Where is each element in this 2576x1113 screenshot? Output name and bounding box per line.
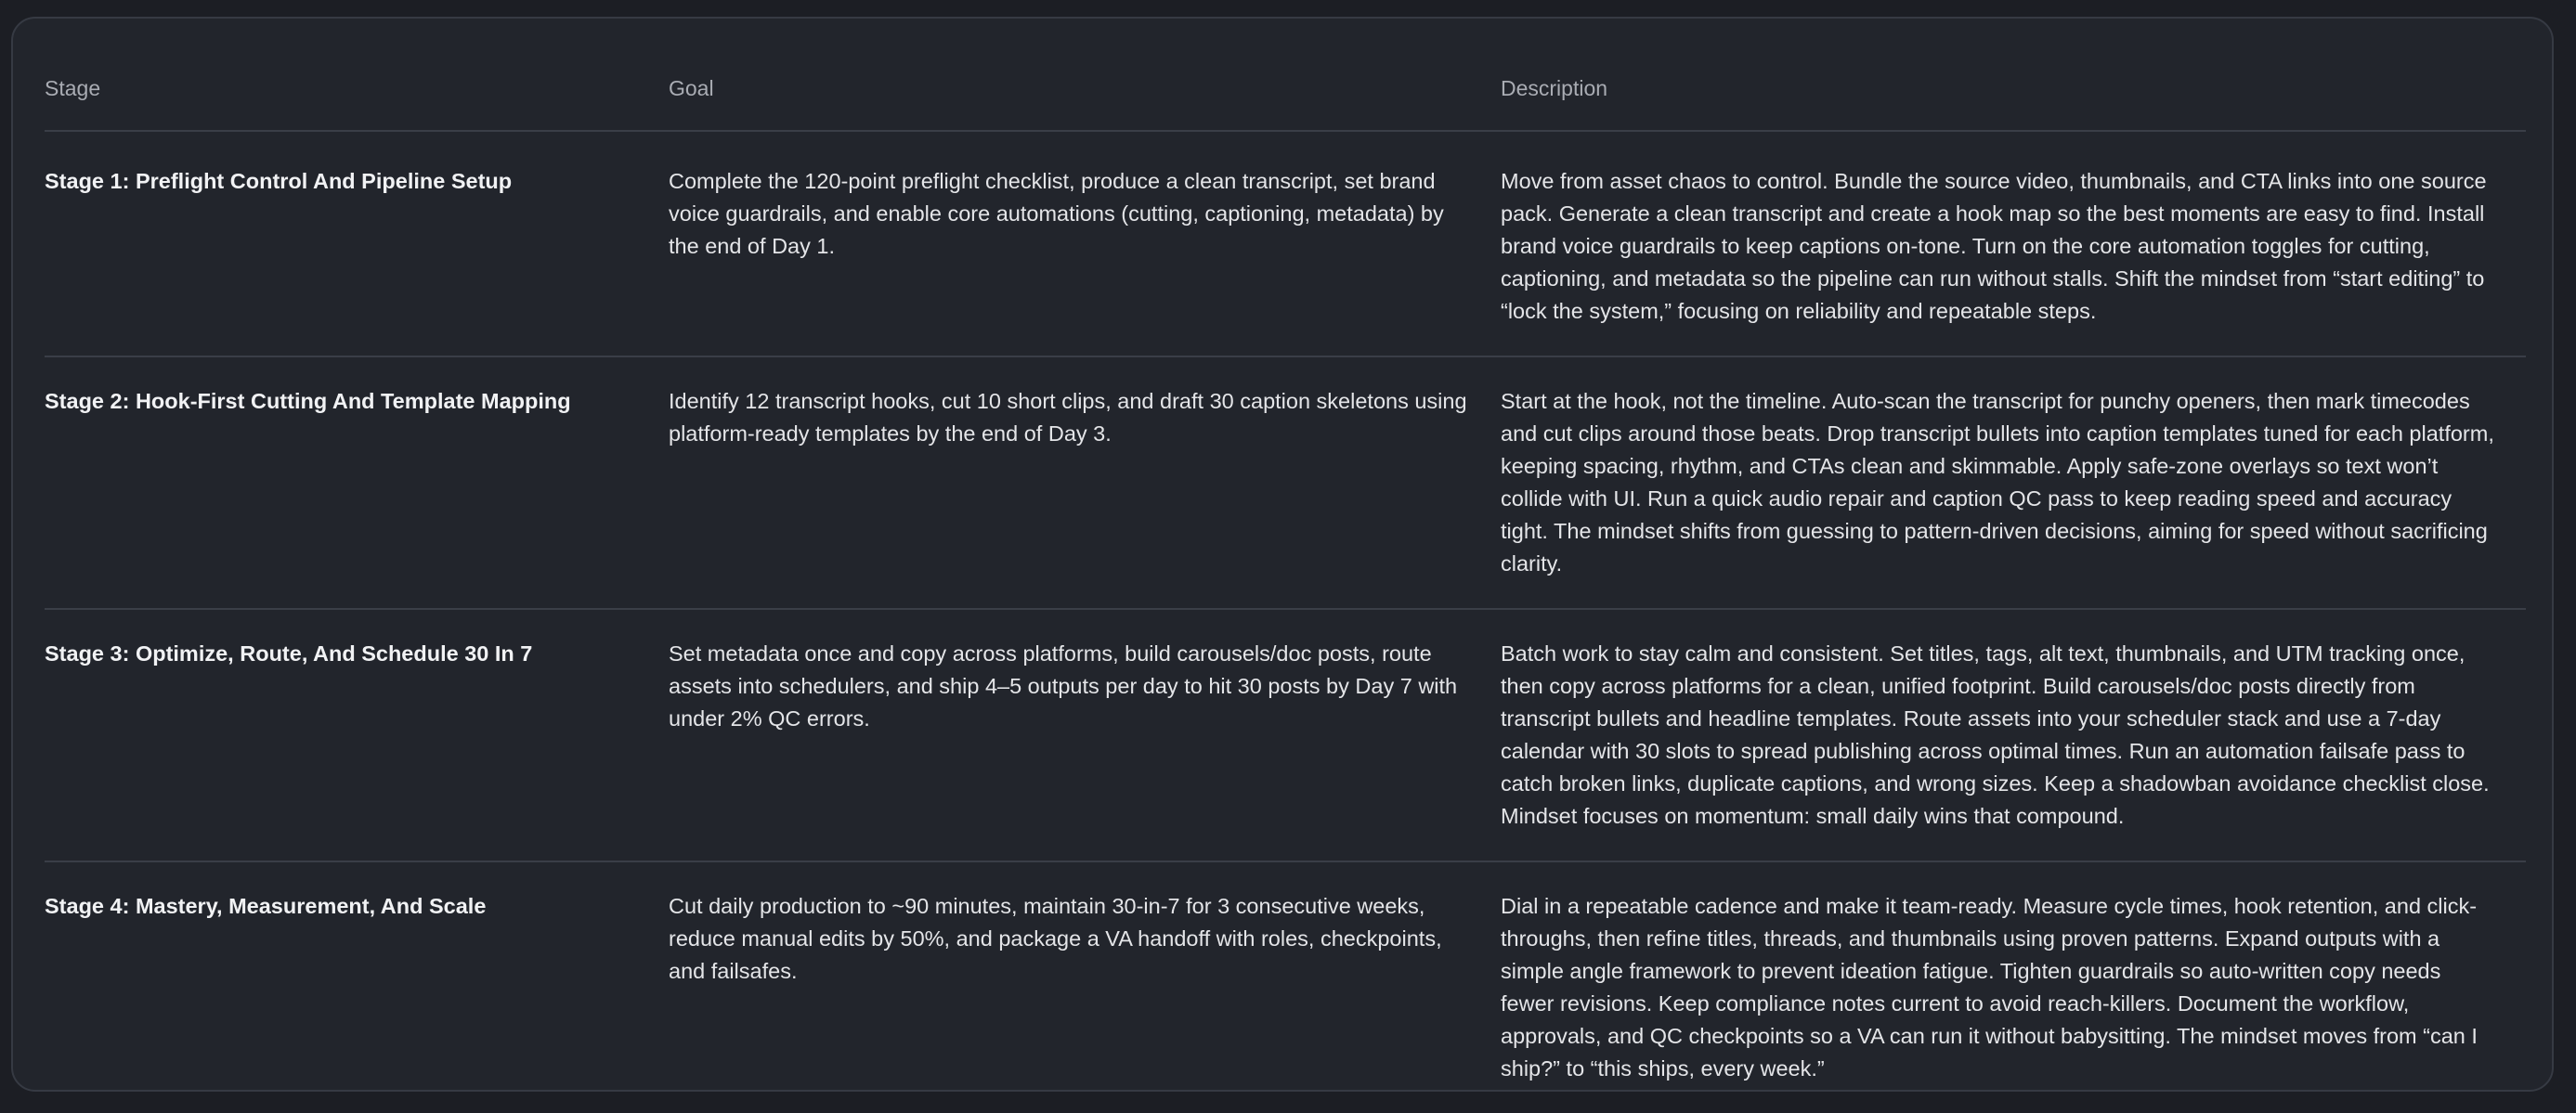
goal-cell: Identify 12 transcript hooks, cut 10 short clips, and draft 30 caption skeletons using platform-ready templates by the end of Day 3. [669, 356, 1501, 609]
stage-cell: Stage 1: Preflight Control And Pipeline Setup [45, 131, 669, 356]
description-cell: Batch work to stay calm and consistent. Set titles, tags, alt text, thumbnails, and UTM tracking once, then copy across platforms for a clean, unified footprint. Build carousels/doc posts directly from transcript bullets and headline templates. Route assets into your scheduler stack and use a 7-day calendar with 30 slots to spread publishing across optimal times. Run an automation failsafe pass to catch broken links, duplicate captions, and wrong sizes. Keep a shadowban avoidance checklist close. Mindset focuses on momentum: small daily wins that compound. [1501, 609, 2526, 861]
stage-cell: Stage 4: Mastery, Measurement, And Scale [45, 894, 487, 918]
stages-table-panel [11, 17, 2554, 1092]
table-row [45, 131, 2526, 356]
column-header-goal: Goal [669, 46, 1501, 131]
column-header-stage: Stage [45, 46, 669, 131]
description-cell: Dial in a repeatable cadence and make it team-ready. Measure cycle times, hook retention, and click-throughs, then refine titles, threads, and thumbnails using proven patterns. Expand outputs with a simple angle framework to prevent ideation fatigue. Tighten guardrails so auto-written copy needs fewer revisions. Keep compliance notes current to avoid reach-killers. Document the workflow, approvals, and QC checkpoints so a VA can run it without babysitting. The mindset moves from “can I ship?” to “this ships, every week.” [1501, 894, 2478, 1081]
goal-cell: Set metadata once and copy across platforms, build carousels/doc posts, route assets into schedulers, and ship 4–5 outputs per day to hit 30 posts by Day 7 with under 2% QC errors. [669, 609, 1501, 861]
stage-cell: Stage 3: Optimize, Route, And Schedule 30 In 7 [45, 609, 669, 861]
description-cell: Start at the hook, not the timeline. Auto-scan the transcript for punchy openers, then mark timecodes and cut clips around those beats. Drop transcript bullets into caption templates tuned for each platform, keeping spacing, rhythm, and CTAs clean and skimmable. Apply safe-zone overlays so text won’t collide with UI. Run a quick audio repair and caption QC pass to keep reading speed and accuracy tight. The mindset shifts from guessing to pattern-driven decisions, aiming for speed without sacrificing clarity. [1501, 356, 2526, 609]
description-cell: Move from asset chaos to control. Bundle the source video, thumbnails, and CTA links into one source pack. Generate a clean transcript and create a hook map so the best moments are easy to find. Install brand voice guardrails to keep captions on-tone. Turn on the core automation toggles for cutting, captioning, and metadata so the pipeline can run without stalls. Shift the mindset from “start editing” to “lock the system,” focusing on reliability and repeatable steps. [1501, 131, 2526, 356]
stage-cell: Stage 2: Hook-First Cutting And Template Mapping [45, 356, 669, 609]
goal-cell: Cut daily production to ~90 minutes, maintain 30-in-7 for 3 consecutive weeks, reduce manual edits by 50%, and package a VA handoff with roles, checkpoints, and failsafes. [669, 894, 1442, 983]
table-header-row [45, 46, 2526, 131]
column-header-description: Description [1501, 46, 2526, 131]
stages-table [45, 46, 2526, 1113]
table-row [45, 609, 2526, 861]
table-row [45, 356, 2526, 609]
goal-cell: Complete the 120-point preflight checklist, produce a clean transcript, set brand voice guardrails, and enable core automations (cutting, captioning, metadata) by the end of Day 1. [669, 131, 1501, 356]
table-row [45, 861, 2526, 1113]
